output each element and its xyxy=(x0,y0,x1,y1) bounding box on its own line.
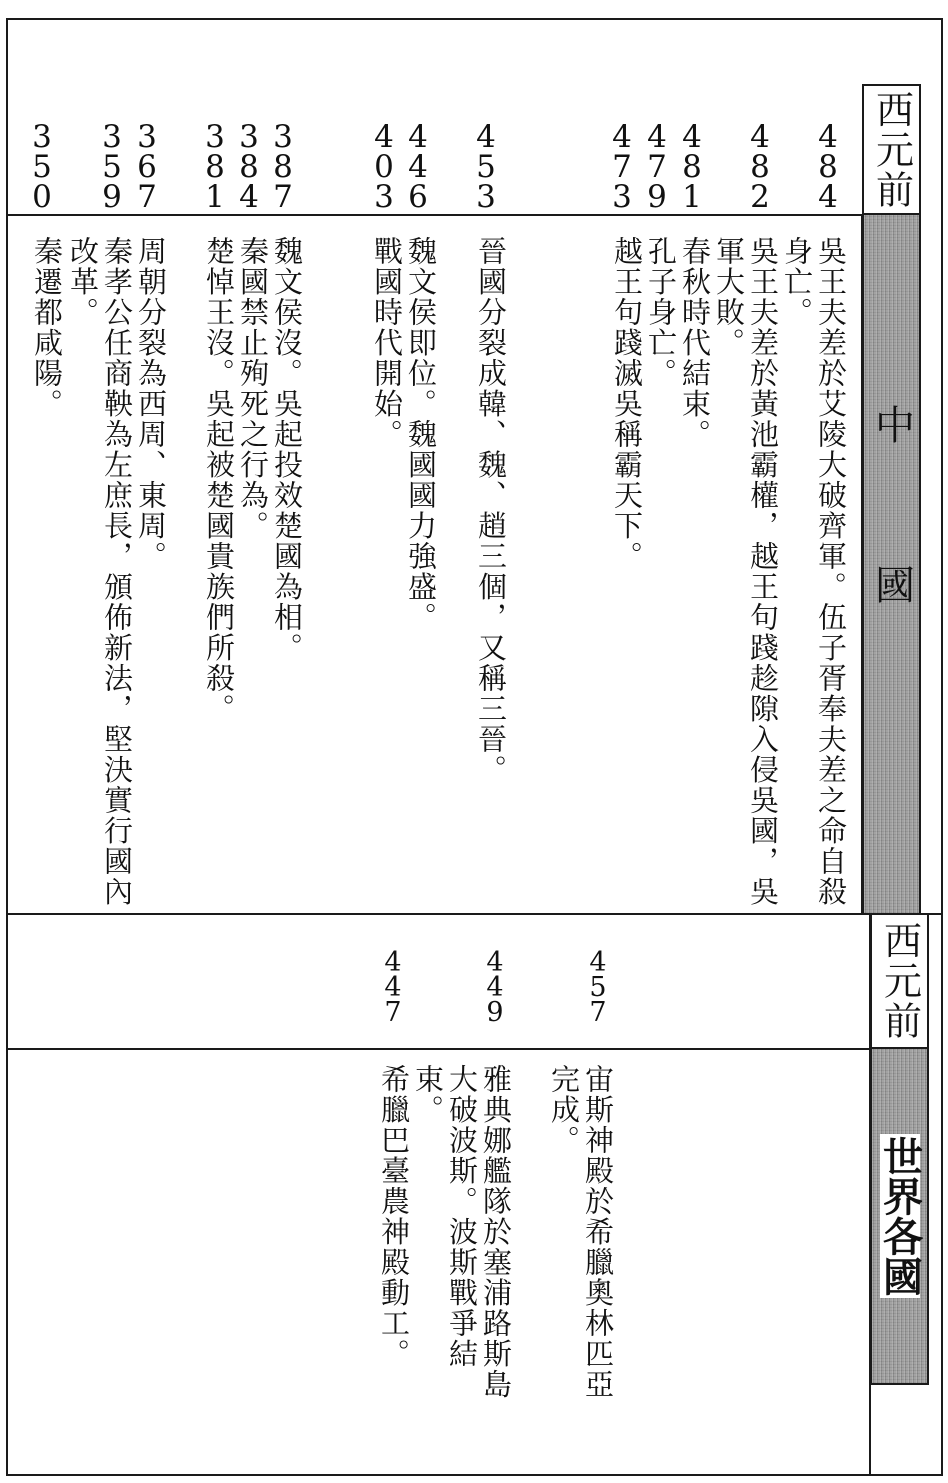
event-481-line1: 春秋時代結束。 xyxy=(678,236,712,450)
event-479-line1: 孔子身亡。 xyxy=(644,236,678,389)
rule-china-bottom xyxy=(6,913,943,915)
event-381-line1: 楚悼王沒。吳起被楚國貴族們所殺。 xyxy=(202,236,236,724)
event-384-line1: 秦國禁止殉死之行為。 xyxy=(236,236,270,541)
event-457-line1: 宙斯神殿於希臘奧林匹亞 xyxy=(581,1064,615,1400)
year-446: 446 xyxy=(408,119,428,215)
event-457-line2: 完成。 xyxy=(547,1064,581,1156)
year-457: 457 xyxy=(589,947,607,1028)
year-473: 473 xyxy=(612,119,632,215)
header-section-china xyxy=(862,213,921,915)
event-484-line2: 身亡。 xyxy=(780,236,814,328)
event-367-line1: 周朝分裂為西周、東周。 xyxy=(134,236,168,572)
header-year-label-china xyxy=(862,84,921,215)
event-473-line1: 越王句踐滅吳稱霸天下。 xyxy=(610,236,644,572)
year-479: 479 xyxy=(647,119,667,215)
event-359-line2: 改革。 xyxy=(66,236,100,328)
year-481: 481 xyxy=(682,119,702,215)
header-section-world xyxy=(870,1047,929,1385)
event-482-line2: 軍大敗。 xyxy=(712,236,746,358)
event-449-line1: 雅典娜艦隊於塞浦路斯島 xyxy=(479,1064,513,1400)
header-year-label-china-text: 西元前 xyxy=(869,89,914,210)
year-367: 367 xyxy=(137,119,157,215)
header-section-world-text: 世界各國 xyxy=(876,1136,923,1296)
year-359: 359 xyxy=(102,119,122,215)
event-359-line1: 秦孝公任商鞅為左庶長，頒佈新法，堅決實行國內 xyxy=(100,236,134,907)
year-350: 350 xyxy=(32,119,52,215)
year-384: 384 xyxy=(239,119,259,215)
event-484-line1: 吳王夫差於艾陵大破齊軍。伍子胥奉夫差之命自殺 xyxy=(814,236,848,907)
year-449: 449 xyxy=(486,947,504,1028)
event-482-line1: 吳王夫差於黃池霸權，越王句踐趁隙入侵吳國，吳 xyxy=(746,236,780,907)
year-447: 447 xyxy=(384,947,402,1028)
rule-world-year-row xyxy=(6,1048,873,1050)
event-447-line1: 希臘巴臺農神殿動工。 xyxy=(377,1064,411,1369)
year-453: 453 xyxy=(476,119,496,215)
header-section-china-text: 中國 xyxy=(868,404,915,724)
year-484: 484 xyxy=(818,119,838,215)
header-year-label-world-text: 西元前 xyxy=(877,921,922,1041)
year-381: 381 xyxy=(205,119,225,215)
event-453-line1: 晉國分裂成韓、魏、趙三個，又稱三晉。 xyxy=(474,236,508,785)
event-446-line1: 魏文侯即位。魏國國力強盛。 xyxy=(404,236,438,633)
event-387-line1: 魏文侯沒。吳起投效楚國為相。 xyxy=(270,236,304,663)
year-403: 403 xyxy=(374,119,394,215)
rule-china-year-row xyxy=(6,214,863,216)
event-350-line1: 秦遷都咸陽。 xyxy=(30,236,64,419)
event-449-line2: 大破波斯。波斯戰爭結 xyxy=(445,1064,479,1369)
year-387: 387 xyxy=(273,119,293,215)
event-449-line3: 束。 xyxy=(411,1064,445,1125)
year-482: 482 xyxy=(750,119,770,215)
event-403-line1: 戰國時代開始。 xyxy=(370,236,404,450)
header-year-label-world xyxy=(870,913,929,1049)
